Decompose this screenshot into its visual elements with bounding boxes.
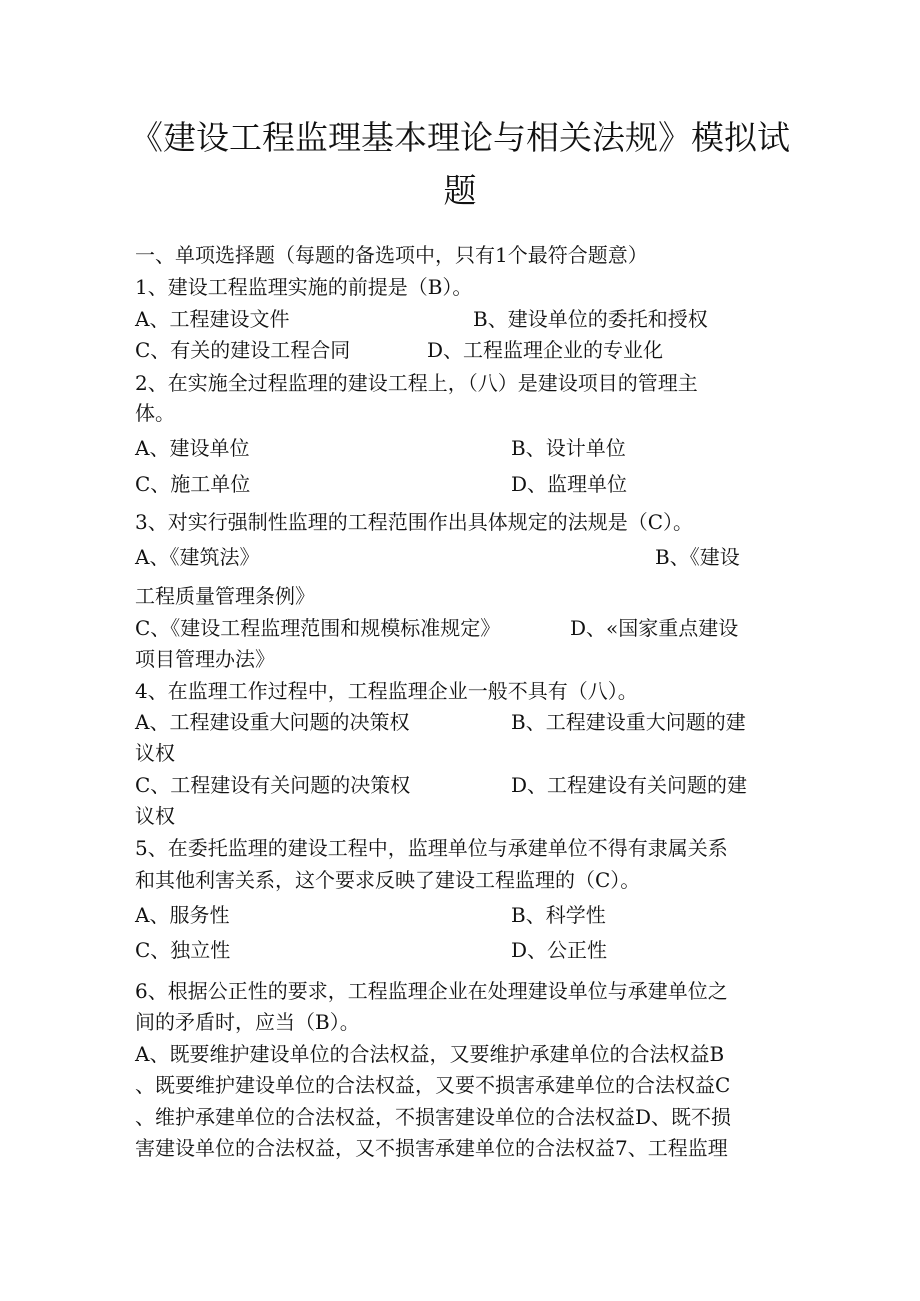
question-3-option-b-continued: 工程质量管理条例》 (135, 584, 315, 608)
question-5-stem-line-2: 和其他利害关系，这个要求反映了建设工程监理的（C）。 (135, 868, 641, 892)
question-4-option-b-continued: 议权 (135, 741, 175, 765)
question-5-option-b: B、科学性 (511, 903, 606, 927)
question-1-option-d: D、工程监理企业的专业化 (427, 338, 664, 362)
question-3-stem: 3、对实行强制性监理的工程范围作出具体规定的法规是（C）。 (135, 510, 694, 534)
question-1-option-c: C、有关的建设工程合同 (135, 338, 351, 362)
question-3-option-b: B、《建设 (655, 545, 740, 569)
question-2-option-c: C、施工单位 (135, 472, 251, 496)
question-6-body-line-3: 、维护承建单位的合法权益，不损害建设单位的合法权益D、既不损 (135, 1105, 732, 1129)
question-6-stem-line-2: 间的矛盾时，应当（B）。 (135, 1010, 360, 1034)
question-4-option-d: D、工程建设有关问题的建 (511, 773, 748, 797)
question-6-stem-line-1: 6、根据公正性的要求，工程监理企业在处理建设单位与承建单位之 (135, 979, 728, 1003)
question-6-body-line-2: 、既要维护建设单位的合法权益，又要不损害承建单位的合法权益C (135, 1073, 731, 1097)
question-1-option-a: A、工程建设文件 (135, 307, 290, 331)
question-6-body-line-1: A、既要维护建设单位的合法权益，又要维护承建单位的合法权益B (135, 1042, 725, 1066)
question-4-option-d-continued: 议权 (135, 804, 175, 828)
question-5-option-c: C、独立性 (135, 938, 231, 962)
question-4-option-a: A、工程建设重大问题的决策权 (135, 710, 410, 734)
question-3-option-c: C、《建设工程监理范围和规模标准规定》 (135, 616, 501, 640)
question-5-stem-line-1: 5、在委托监理的建设工程中，监理单位与承建单位不得有隶属关系 (135, 836, 728, 860)
question-3-option-a: A、《建筑法》 (135, 545, 260, 569)
question-4-stem: 4、在监理工作过程中，工程监理企业一般不具有（八）。 (135, 679, 638, 703)
question-1-stem: 1、建设工程监理实施的前提是（B）。 (135, 275, 473, 299)
section-heading: 一、单项选择题（每题的备选项中，只有1个最符合题意） (135, 243, 648, 267)
question-4-option-c: C、工程建设有关问题的决策权 (135, 773, 411, 797)
question-3-option-d-continued: 项目管理办法》 (135, 647, 275, 671)
question-3-option-d: D、«国家重点建设 (570, 616, 739, 640)
question-5-option-a: A、服务性 (135, 903, 230, 927)
question-6-body-line-4: 害建设单位的合法权益，又不损害承建单位的合法权益7、工程监理 (135, 1136, 728, 1160)
question-2-stem-line-2: 体。 (135, 401, 175, 425)
question-4-option-b: B、工程建设重大问题的建 (511, 710, 746, 734)
question-2-stem-line-1: 2、在实施全过程监理的建设工程上，（八）是建设项目的管理主 (135, 371, 698, 395)
question-2-option-d: D、监理单位 (511, 472, 628, 496)
question-2-option-b: B、设计单位 (511, 436, 626, 460)
question-2-option-a: A、建设单位 (135, 436, 250, 460)
question-5-option-d: D、公正性 (511, 938, 608, 962)
question-1-option-b: B、建设单位的委托和授权 (473, 307, 708, 331)
document-title-line-1: 《建设工程监理基本理论与相关法规》模拟试 (130, 118, 790, 157)
document-title-line-2: 题 (443, 171, 477, 210)
